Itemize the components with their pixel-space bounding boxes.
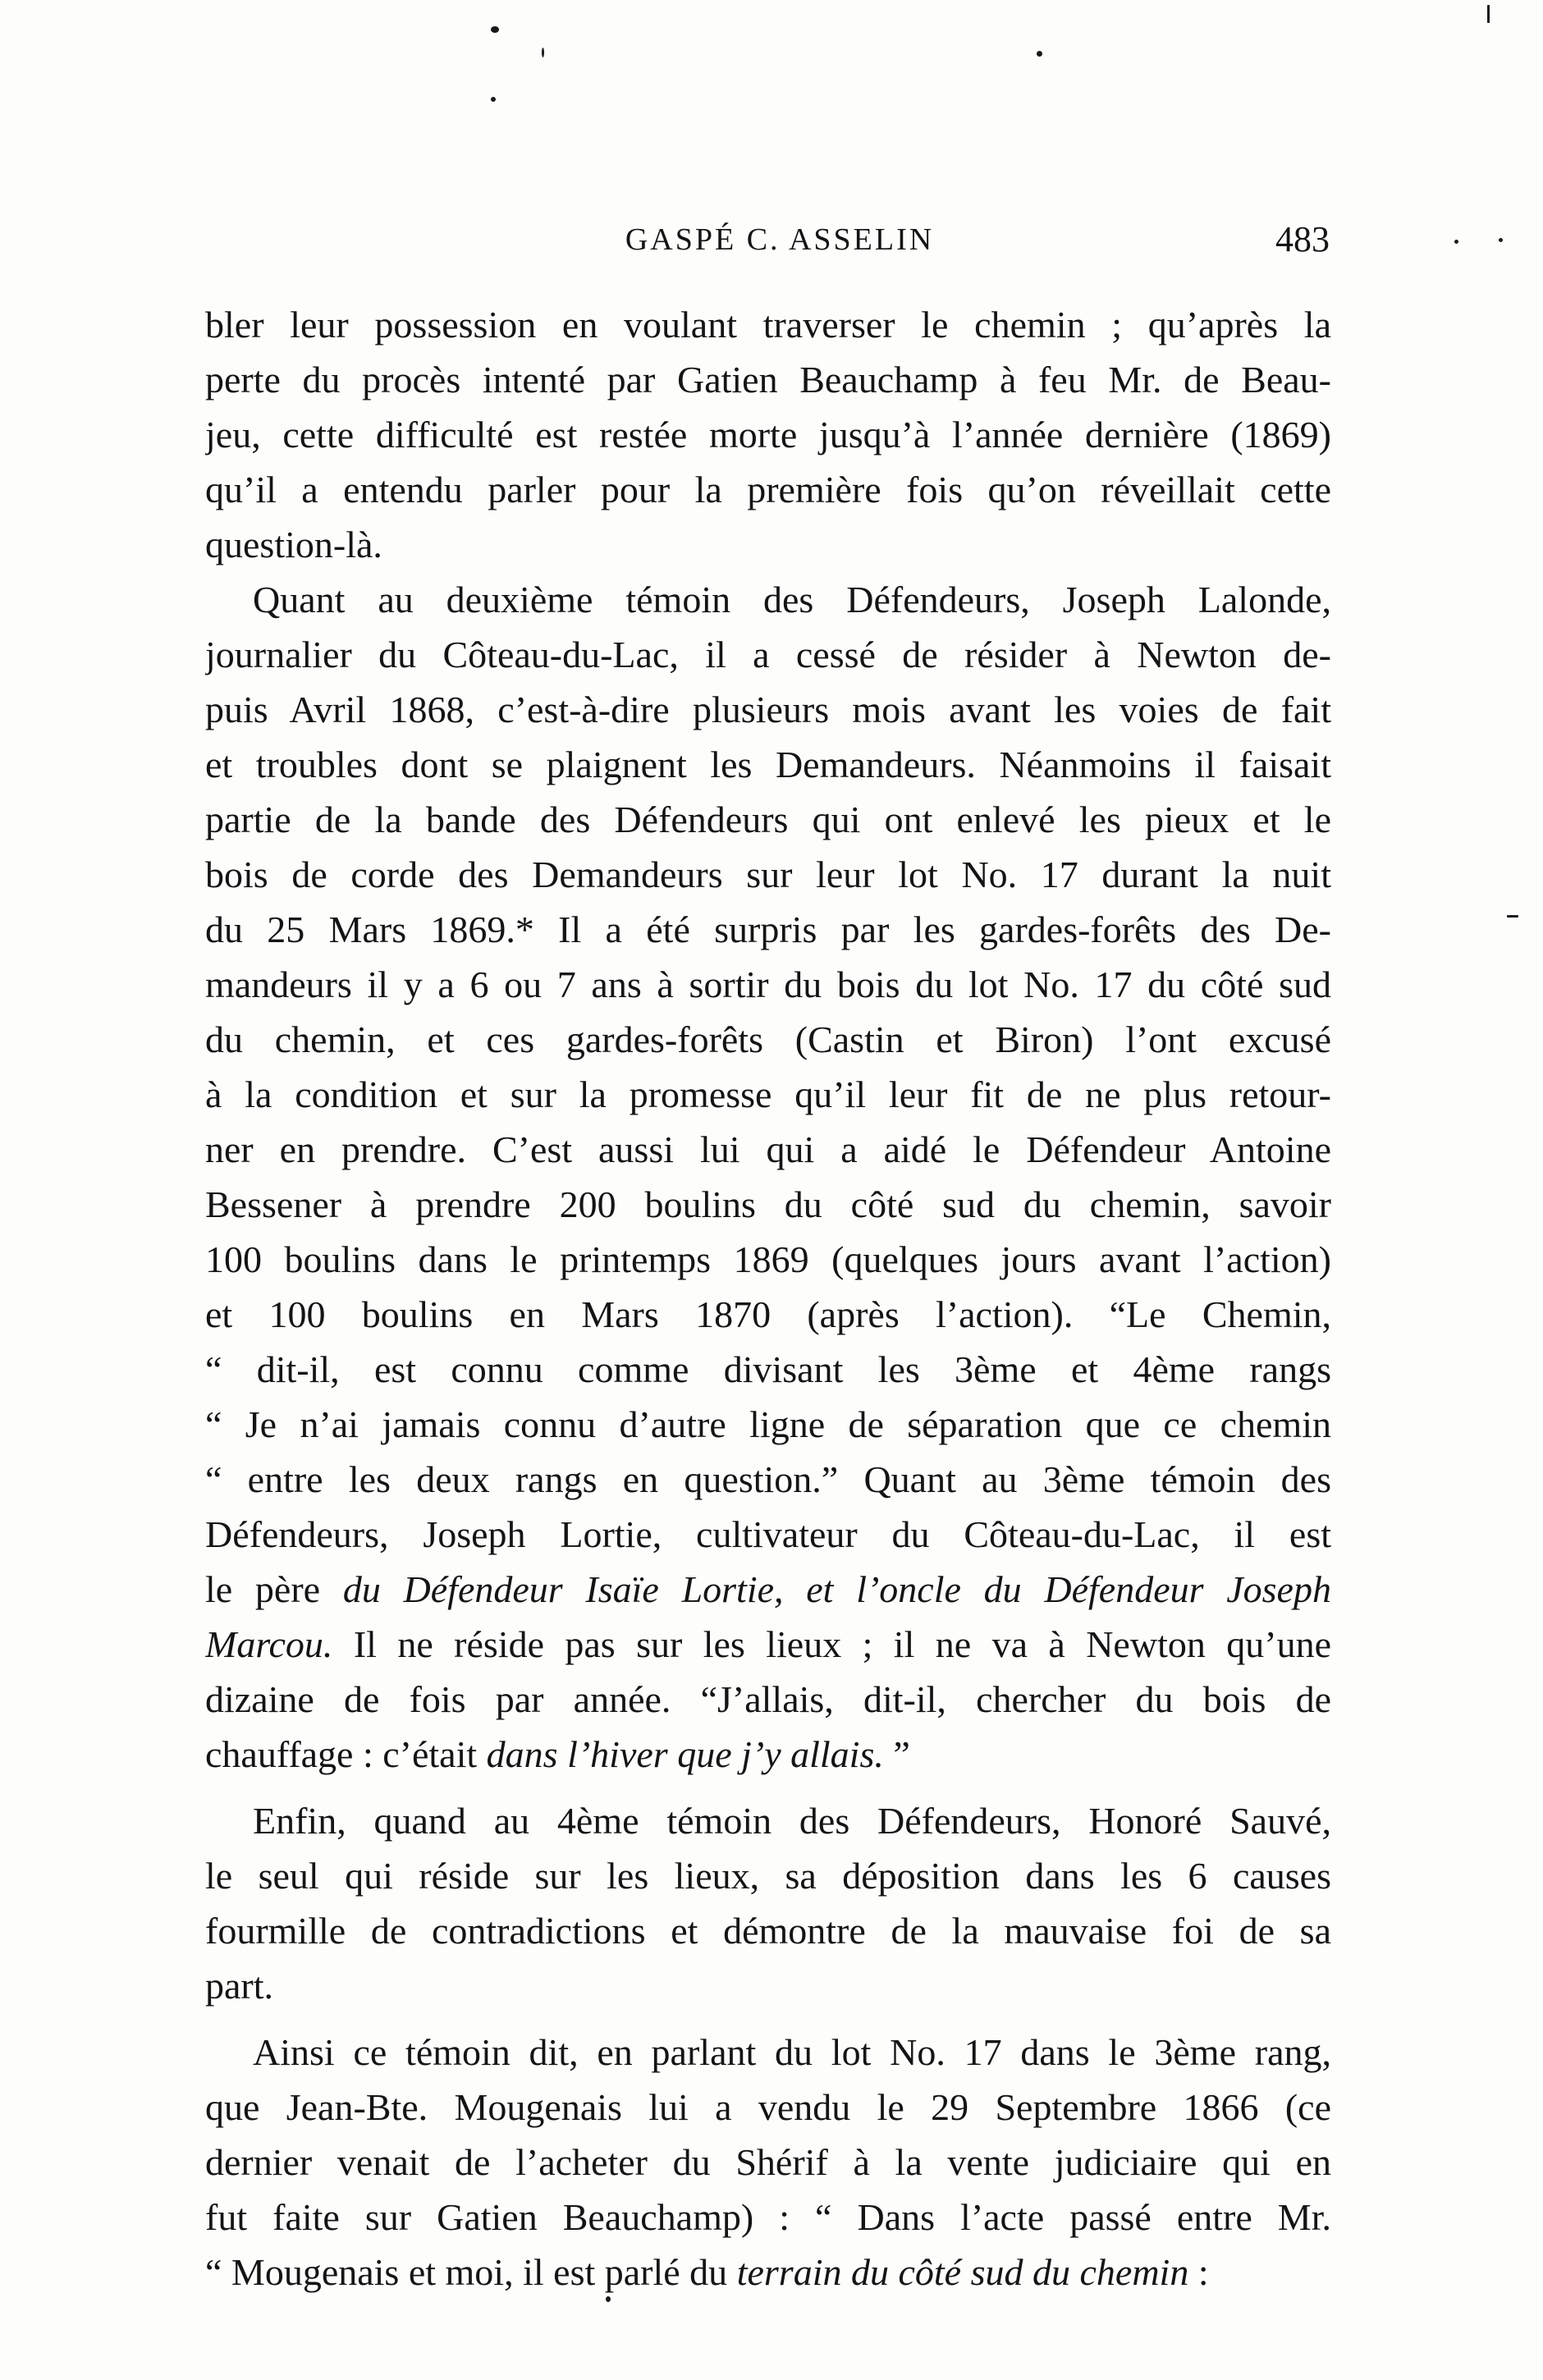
line-text: 100 boulins dans le printemps 1869 (quelques jours avant l’action)	[205, 1238, 1331, 1280]
line-text: Bessener à prendre 200 boulins du côté sud du chemin, savoir	[205, 1183, 1331, 1225]
line-text: ner en prendre. C’est aussi lui qui a aidé le Défendeur Antoine	[205, 1128, 1331, 1170]
ink-speck	[1454, 240, 1458, 244]
line-text: du chemin, et ces gardes-forêts (Castin et Biron) l’ont excusé	[205, 1018, 1331, 1060]
text-line	[205, 1793, 1331, 1848]
text-line	[205, 1903, 1331, 1958]
paragraph	[205, 297, 1331, 572]
ink-speck	[491, 26, 499, 33]
line-text-after: :	[1188, 2251, 1209, 2293]
text-line	[205, 1958, 1331, 2013]
text-line	[205, 2080, 1331, 2135]
text-line	[205, 1232, 1331, 1287]
text-line	[205, 1562, 1331, 1617]
text-line	[205, 627, 1331, 682]
ink-speck	[1487, 5, 1490, 23]
text-line	[205, 2135, 1331, 2190]
text-line	[205, 2245, 1331, 2300]
line-text: que Jean-Bte. Mougenais lui a vendu le 29 Septembre 1866 (ce	[205, 2086, 1331, 2128]
line-text: à la condition et sur la promesse qu’il leur fit de ne plus retour-	[205, 1073, 1331, 1115]
line-text: Défendeurs, Joseph Lortie, cultivateur du Côteau-du-Lac, il est	[205, 1513, 1331, 1555]
line-text: perte du procès intenté par Gatien Beauchamp à feu Mr. de Beau-	[205, 359, 1331, 400]
line-text: dizaine de fois par année. “J’allais, dit-il, chercher du bois de	[205, 1678, 1331, 1720]
line-text: “ entre les deux rangs en question.” Quant au 3ème témoin des	[205, 1458, 1331, 1500]
text-line	[205, 1012, 1331, 1067]
ink-speck	[1499, 238, 1503, 242]
text-line	[205, 462, 1331, 517]
text-line	[205, 2190, 1331, 2245]
italic-text: du Défendeur Isaïe Lortie, et l’oncle du Défendeur Joseph	[342, 1568, 1331, 1610]
text-line	[205, 352, 1331, 407]
text-line	[205, 407, 1331, 462]
line-text: “ Je n’ai jamais connu d’autre ligne de séparation que ce chemin	[205, 1403, 1331, 1445]
text-line	[205, 572, 1331, 627]
text-line	[205, 957, 1331, 1012]
line-text: “ Mougenais et moi, il est parlé du	[205, 2251, 737, 2293]
italic-text: dans l’hiver que j’y allais.	[486, 1733, 884, 1775]
line-text: et 100 boulins en Mars 1870 (après l’action). “Le Chemin,	[205, 1293, 1331, 1335]
page-number: 483	[1275, 219, 1330, 259]
line-text: jeu, cette difficulté est restée morte jusqu’à l’année dernière (1869)	[205, 414, 1331, 455]
text-line	[205, 1177, 1331, 1232]
line-text: question-là.	[205, 524, 382, 565]
line-text: puis Avril 1868, c’est-à-dire plusieurs mois avant les voies de fait	[205, 689, 1331, 730]
line-text: le seul qui réside sur les lieux, sa déposition dans les 6 causes	[205, 1855, 1331, 1897]
text-line	[205, 297, 1331, 352]
line-text: part.	[205, 1965, 274, 2007]
line-text: chauffage : c’était	[205, 1733, 487, 1775]
line-text: le père	[205, 1568, 343, 1610]
line-text: Ainsi ce témoin dit, en parlant du lot No. 17 dans le 3ème rang,	[253, 2031, 1331, 2073]
text-line	[205, 1067, 1331, 1122]
text-line	[205, 1452, 1331, 1507]
text-line	[205, 682, 1331, 737]
text-line	[205, 517, 1331, 572]
italic-text: terrain du côté sud du chemin	[736, 2251, 1189, 2293]
text-line	[205, 847, 1331, 902]
line-text-after: ”	[883, 1733, 910, 1775]
line-text-after: Il ne réside pas sur les lieux ; il ne va à Newton qu’une	[332, 1623, 1331, 1665]
line-text: Quant au deuxième témoin des Défendeurs, Joseph Lalonde,	[253, 579, 1331, 620]
body-text	[205, 297, 1331, 2300]
line-text: fourmille de contradictions et démontre de la mauvaise foi de sa	[205, 1910, 1331, 1952]
text-line	[205, 1848, 1331, 1903]
running-head	[205, 215, 1354, 264]
line-text: Enfin, quand au 4ème témoin des Défendeurs, Honoré Sauvé,	[253, 1800, 1331, 1842]
ink-speck	[1507, 915, 1518, 918]
line-text: bois de corde des Demandeurs sur leur lot No. 17 durant la nuit	[205, 854, 1331, 895]
text-line	[205, 1727, 1331, 1782]
ink-speck	[1037, 51, 1042, 57]
line-text: partie de la bande des Défendeurs qui ont enlevé les pieux et le	[205, 799, 1331, 840]
text-line	[205, 1397, 1331, 1452]
text-line	[205, 737, 1331, 792]
text-line	[205, 1672, 1331, 1727]
line-text: mandeurs il y a 6 ou 7 ans à sortir du bois du lot No. 17 du côté sud	[205, 963, 1331, 1005]
paragraph	[205, 1793, 1331, 2013]
text-line	[205, 902, 1331, 957]
text-line	[205, 1122, 1331, 1177]
text-line	[205, 792, 1331, 847]
line-text: dernier venait de l’acheter du Shérif à la vente judiciaire qui en	[205, 2141, 1331, 2183]
ink-speck	[542, 48, 544, 57]
text-line	[205, 1287, 1331, 1342]
paragraph	[205, 2025, 1331, 2300]
italic-text: Marcou.	[205, 1623, 333, 1665]
line-text: bler leur possession en voulant traverser le chemin ; qu’après la	[205, 304, 1331, 346]
text-line	[205, 1617, 1331, 1672]
line-text: fut faite sur Gatien Beauchamp) : “ Dans l’acte passé entre Mr.	[205, 2196, 1331, 2238]
line-text: du 25 Mars 1869.* Il a été surpris par les gardes-forêts des De-	[205, 909, 1331, 950]
line-text: et troubles dont se plaignent les Demandeurs. Néanmoins il faisait	[205, 744, 1331, 785]
text-line	[205, 1342, 1331, 1397]
line-text: qu’il a entendu parler pour la première fois qu’on réveillait cette	[205, 469, 1331, 510]
line-text: “ dit-il, est connu comme divisant les 3ème et 4ème rangs	[205, 1348, 1331, 1390]
ink-speck	[491, 97, 496, 102]
running-title: GASPÉ C. ASSELIN	[625, 222, 935, 257]
line-text: journalier du Côteau-du-Lac, il a cessé de résider à Newton de-	[205, 634, 1331, 675]
paragraph	[205, 572, 1331, 1782]
text-line	[205, 1507, 1331, 1562]
text-line	[205, 2025, 1331, 2080]
